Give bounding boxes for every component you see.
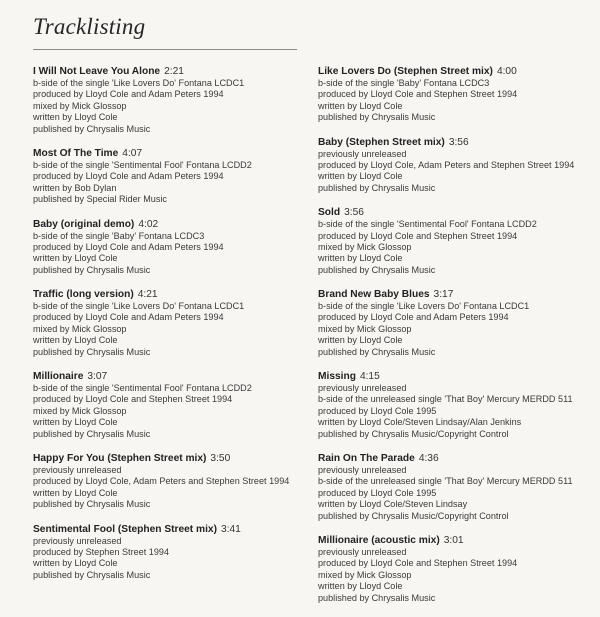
track-credit-line: written by Lloyd Cole	[318, 581, 403, 592]
track-credit-line: written by Lloyd Cole	[33, 487, 118, 498]
track-title: I Will Not Leave You Alone	[33, 66, 161, 77]
track-credit-line: published by Chrysalis Music/Copyright Control	[318, 428, 509, 439]
track-credit-line: previously unreleased	[318, 148, 407, 159]
track-credit-line: b-side of the single 'Baby' Fontana LCDC3	[33, 230, 205, 241]
track-duration: 4:36	[418, 452, 439, 464]
track-heading	[33, 148, 295, 160]
track-credit-line: mixed by Mick Glossop	[33, 323, 127, 334]
track-heading	[318, 137, 580, 149]
track-heading	[33, 66, 295, 78]
track-entry	[33, 66, 295, 135]
track-heading	[318, 289, 580, 301]
track-entry	[33, 289, 295, 358]
page-title: Tracklisting	[33, 14, 146, 39]
track-credit-line: b-side of the single 'Like Lovers Do' Fontana LCDC1	[318, 301, 530, 312]
track-entry	[318, 289, 580, 358]
track-credit-line: produced by Lloyd Cole and Adam Peters 1994	[318, 312, 509, 323]
track-credit-line: published by Special Rider Music	[33, 194, 167, 205]
track-duration: 3:07	[87, 371, 108, 383]
track-credit-line: written by Lloyd Cole/Steven Lindsay/Alan Jenkins	[318, 417, 522, 428]
track-heading	[33, 219, 295, 231]
track-duration: 3:17	[433, 289, 454, 301]
tracklist-left-column	[33, 66, 295, 594]
track-title: Millionaire	[33, 371, 84, 383]
track-heading	[318, 66, 580, 78]
track-credit-line: b-side of the single 'Sentimental Fool' Fontana LCDD2	[318, 219, 537, 230]
track-duration: 4:07	[122, 147, 143, 159]
track-credit-line: written by Lloyd Cole/Steven Lindsay	[318, 499, 468, 510]
track-credit-line: previously unreleased	[33, 535, 122, 546]
track-credit-line: b-side of the unreleased single 'That Boy' Mercury MERDD 511	[318, 476, 573, 487]
track-credit-line: b-side of the single 'Sentimental Fool' Fontana LCDD2	[33, 159, 252, 170]
track-credit-line: published by Chrysalis Music	[33, 123, 151, 134]
track-credit-line: produced by Lloyd Cole and Stephen Street 1994	[318, 230, 518, 241]
title-rule	[33, 49, 297, 50]
track-title: Baby (original demo)	[33, 218, 135, 230]
track-credit-line: published by Chrysalis Music	[33, 569, 151, 580]
track-duration: 3:01	[443, 534, 464, 546]
track-credit-line: produced by Lloyd Cole and Adam Peters 1994	[33, 312, 224, 323]
track-credit-line: published by Chrysalis Music	[318, 112, 436, 123]
track-duration: 4:00	[496, 66, 517, 77]
track-credit-line: produced by Lloyd Cole and Adam Peters 1994	[33, 89, 224, 100]
track-entry	[318, 453, 580, 522]
track-credit-line: written by Lloyd Cole	[33, 112, 118, 123]
track-credit-line: b-side of the single 'Like Lovers Do' Fontana LCDC1	[33, 301, 245, 312]
track-title: Most Of The Time	[33, 147, 119, 159]
track-credit-line: written by Lloyd Cole	[33, 558, 118, 569]
track-credit-line: published by Chrysalis Music	[33, 264, 151, 275]
track-heading	[318, 207, 580, 219]
track-credit-line: written by Lloyd Cole	[318, 253, 403, 264]
track-duration: 4:21	[137, 289, 158, 301]
track-credit-line: published by Chrysalis Music	[33, 499, 151, 510]
track-credit-line: published by Chrysalis Music	[318, 592, 436, 603]
track-credit-line: written by Bob Dylan	[33, 182, 117, 193]
track-entry	[318, 535, 580, 604]
track-credit-line: published by Chrysalis Music	[318, 182, 436, 193]
track-title: Brand New Baby Blues	[318, 289, 430, 301]
track-credit-line: produced by Lloyd Cole and Stephen Street 1994	[318, 89, 518, 100]
track-credit-line: published by Chrysalis Music	[33, 428, 151, 439]
track-duration: 3:56	[344, 207, 364, 219]
track-entry	[33, 524, 295, 582]
track-duration: 4:02	[138, 218, 159, 230]
track-title: Baby (Stephen Street mix)	[318, 136, 445, 148]
track-duration: 3:50	[210, 452, 231, 464]
track-credit-line: produced by Stephen Street 1994	[33, 546, 170, 557]
track-heading	[318, 453, 580, 465]
track-credit-line: mixed by Mick Glossop	[318, 241, 412, 252]
track-credit-line: previously unreleased	[318, 546, 407, 557]
track-duration: 2:21	[164, 66, 184, 77]
track-title: Sentimental Fool (Stephen Street mix)	[33, 523, 217, 535]
track-title: Rain On The Parade	[318, 452, 415, 464]
track-credit-line: mixed by Mick Glossop	[33, 405, 127, 416]
track-title: Happy For You (Stephen Street mix)	[33, 452, 207, 464]
track-entry	[33, 453, 295, 511]
track-credit-line: b-side of the single 'Baby' Fontana LCDC3	[318, 78, 490, 88]
track-credit-line: previously unreleased	[318, 383, 407, 394]
track-credit-line: written by Lloyd Cole	[33, 335, 118, 346]
track-credit-line: b-side of the single 'Sentimental Fool' Fontana LCDD2	[33, 383, 252, 394]
track-credit-line: published by Chrysalis Music/Copyright Control	[318, 510, 509, 521]
track-credit-line: mixed by Mick Glossop	[318, 323, 412, 334]
track-heading	[318, 371, 580, 383]
track-title: Sold	[318, 207, 341, 219]
track-credit-line: b-side of the unreleased single 'That Boy' Mercury MERDD 511	[318, 394, 573, 405]
track-credit-line: written by Lloyd Cole	[33, 417, 118, 428]
track-duration: 3:41	[220, 523, 241, 535]
track-credit-line: produced by Lloyd Cole and Stephen Street 1994	[318, 558, 518, 569]
track-heading	[318, 535, 580, 547]
track-entry	[33, 148, 295, 206]
track-credit-line: published by Chrysalis Music	[318, 264, 436, 275]
track-credit-line: written by Lloyd Cole	[33, 253, 118, 264]
track-credit-line: written by Lloyd Cole	[318, 335, 403, 346]
track-entry	[318, 371, 580, 440]
track-heading	[33, 289, 295, 301]
tracklist-right-column	[318, 66, 580, 617]
track-credit-line: published by Chrysalis Music	[318, 346, 436, 357]
track-credit-line: mixed by Mick Glossop	[318, 569, 412, 580]
track-entry	[318, 137, 580, 195]
track-heading	[33, 524, 295, 536]
track-credit-line: written by Lloyd Cole	[318, 100, 403, 111]
track-credit-line: b-side of the single 'Like Lovers Do' Fontana LCDC1	[33, 78, 245, 88]
track-credit-line: produced by Lloyd Cole 1995	[318, 405, 437, 416]
track-heading	[33, 371, 295, 383]
track-title: Millionaire (acoustic mix)	[318, 534, 440, 546]
track-title: Traffic (long version)	[33, 289, 134, 301]
track-credit-line: previously unreleased	[318, 464, 407, 475]
track-credit-line: produced by Lloyd Cole, Adam Peters and Stephen Street 1994	[33, 476, 290, 487]
track-entry	[33, 371, 295, 440]
track-title: Like Lovers Do (Stephen Street mix)	[318, 66, 493, 77]
track-heading	[33, 453, 295, 465]
track-credit-line: produced by Lloyd Cole and Stephen Street 1994	[33, 394, 233, 405]
track-duration: 3:56	[448, 136, 469, 148]
track-credit-line: written by Lloyd Cole	[318, 171, 403, 182]
track-entry	[318, 66, 580, 124]
track-entry	[318, 207, 580, 276]
track-credit-line: produced by Lloyd Cole 1995	[318, 487, 437, 498]
track-credit-line: produced by Lloyd Cole and Adam Peters 1994	[33, 171, 224, 182]
track-credit-line: mixed by Mick Glossop	[33, 100, 127, 111]
track-duration: 4:15	[359, 371, 380, 383]
track-title: Missing	[318, 371, 356, 383]
track-entry	[33, 219, 295, 277]
track-credit-line: produced by Lloyd Cole, Adam Peters and Stephen Street 1994	[318, 159, 575, 170]
track-credit-line: previously unreleased	[33, 464, 122, 475]
track-credit-line: produced by Lloyd Cole and Adam Peters 1994	[33, 241, 224, 252]
track-credit-line: published by Chrysalis Music	[33, 346, 151, 357]
